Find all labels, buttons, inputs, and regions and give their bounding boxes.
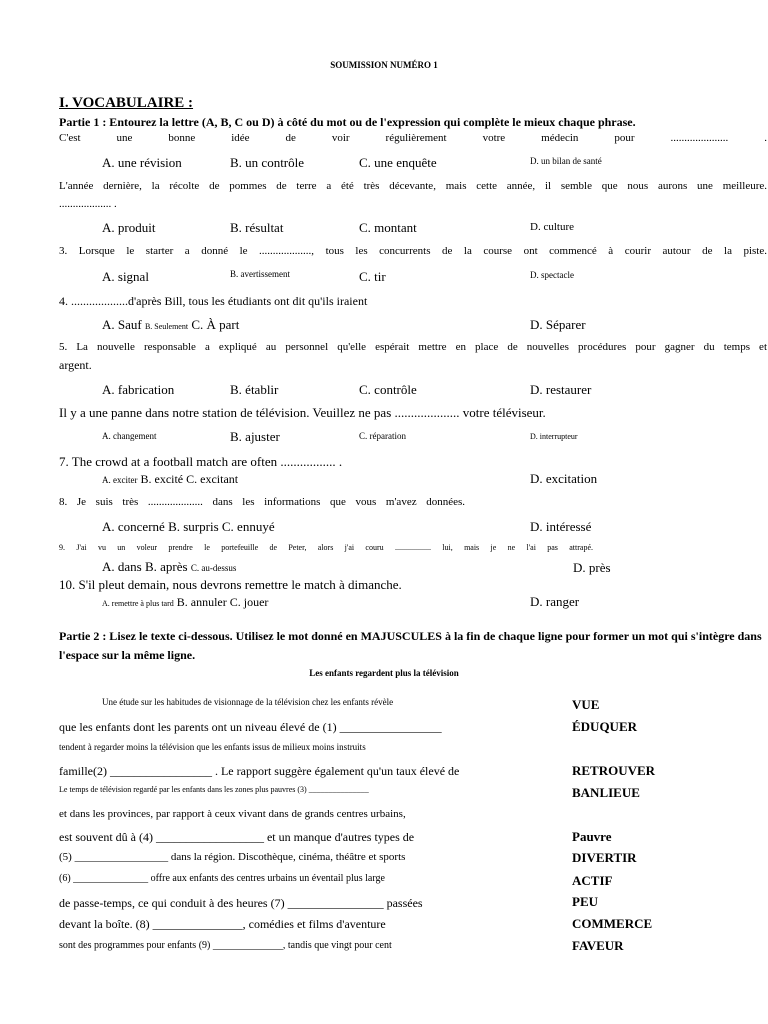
question-text: 10. S'il pleut demain, nous devrons remettre le match à dimanche. (59, 577, 402, 592)
question-text: 5. La nouvelle responsable a expliqué au personnel qu'elle espérait mettre en place de nouvelles procédures pour gagner du temps et (59, 341, 767, 353)
option-d: D. restaurer (530, 382, 592, 397)
option-a: A. produit (102, 220, 156, 235)
option-b: B. annuler (176, 595, 227, 609)
option-a: A. concerné (102, 519, 165, 534)
option-d: D. près (573, 560, 611, 575)
text-line: de passe-temps, ce qui conduit à des heures (7) ________________ passées (59, 896, 423, 910)
question-text-continued: ................... . (59, 198, 117, 210)
option-d: D. spectacle (530, 270, 574, 280)
document-title: SOUMISSION NUMÉRO 1 (330, 60, 438, 70)
option-c: C. contrôle (359, 382, 417, 397)
option-c: C. montant (359, 220, 417, 235)
option-c: C. ennuyé (221, 519, 275, 534)
option-d: D. un bilan de santé (530, 156, 602, 166)
text-line: sont des programmes pour enfants (9) ______________, tandis que vingt pour cent (59, 940, 392, 951)
option-d: D. interrupteur (530, 432, 578, 441)
keyword: VUE (572, 697, 600, 712)
option-row (102, 317, 239, 333)
option-a: A. remettre à plus tard (102, 599, 174, 608)
text-line: (6) _______________ offre aux enfants des centres urbains un éventail plus large (59, 873, 385, 884)
keyword: DIVERTIR (572, 850, 637, 865)
question-text: 3. Lorsque le starter a donné le ..................., tous les concurrents de la course ont commencé à courir autour de la piste. (59, 245, 767, 257)
option-b: B. un contrôle (230, 155, 305, 170)
question-text: 8. Je suis très .................... dans les informations que vous m'avez données. (59, 496, 465, 508)
option-b: B. ajuster (230, 429, 280, 444)
text-line: Une étude sur les habitudes de visionnage de la télévision chez les enfants révèle (102, 697, 394, 707)
text-line: Le temps de télévision regardé par les enfants dans les zones plus pauvres (3) _______________ (59, 785, 369, 794)
option-d: D. Séparer (530, 317, 586, 332)
option-row (102, 595, 268, 610)
question-text-continued: argent. (59, 358, 92, 372)
question-text: L'année dernière, la récolte de pommes de terre a été très décevante, mais cette année, il semble que nous aurons une meilleure. (59, 180, 767, 192)
option-c: C. au-dessus (190, 563, 237, 573)
keyword: ACTIF (572, 873, 613, 888)
option-row (102, 519, 275, 535)
option-a: A. signal (102, 269, 149, 284)
keyword: Pauvre (572, 829, 612, 844)
option-d: D. culture (530, 221, 574, 233)
option-a: A. une révision (102, 155, 182, 170)
option-d: D. ranger (530, 594, 580, 609)
option-c: C. À part (191, 317, 240, 332)
text-line: devant la boîte. (8) _______________, comédies et films d'aventure (59, 917, 386, 931)
option-b: B. avertissement (230, 269, 290, 279)
option-b: B. résultat (230, 220, 284, 235)
question-text: 7. The crowd at a football match are often ................. . (59, 454, 343, 469)
option-c: C. réparation (359, 431, 406, 441)
question-text: C'est une bonne idée de voir régulièrement votre médecin pour ..................... . (59, 132, 767, 144)
option-d: D. excitation (530, 471, 598, 486)
option-d: D. intéressé (530, 519, 592, 534)
option-b: B. après (144, 559, 188, 574)
keyword: COMMERCE (572, 916, 653, 931)
part2-instruction: Partie 2 : Lisez le texte ci-dessous. Utilisez le mot donné en MAJUSCULES à la fin de chaque ligne pour former un mot qui s'intègre dans l'espace sur la même ligne. (59, 629, 762, 662)
option-row (102, 472, 238, 487)
option-b: B. établir (230, 382, 279, 397)
keyword: BANLIEUE (572, 785, 640, 800)
option-c: C. une enquête (359, 155, 437, 170)
option-c: C. tir (359, 269, 386, 284)
text-line: et dans les provinces, par rapport à ceux vivant dans de grands centres urbains, (59, 808, 406, 820)
text-title: Les enfants regardent plus la télévision (309, 668, 459, 678)
text-line: que les enfants dont les parents ont un niveau élevé de (1) _________________ (59, 720, 442, 734)
text-line: (5) _________________ dans la région. Discothèque, cinéma, théâtre et sports (59, 851, 406, 863)
option-row (102, 559, 236, 575)
keyword: FAVEUR (572, 938, 624, 953)
part1-instruction: Partie 1 : Entourez la lettre (A, B, C ou D) à côté du mot ou de l'expression qui complète le mieux chaque phrase. (59, 115, 636, 129)
question-text: 9. J'ai vu un voleur prendre le portefeuille de Peter, alors j'ai couru .................. lui, mais je ne l'ai pas attrapé. (59, 543, 593, 552)
option-a: A. changement (102, 431, 157, 441)
option-b: B. excité (140, 472, 184, 486)
text-line: tendent à regarder moins la télévision que les enfants issus de milieux moins instruits (59, 742, 366, 752)
option-c: C. jouer (229, 595, 269, 609)
keyword: PEU (572, 894, 598, 909)
question-text: 4. ...................d'après Bill, tous les étudiants ont dit qu'ils iraient (59, 294, 368, 308)
keyword: ÉDUQUER (572, 719, 638, 734)
option-b: B. Seulement (144, 322, 189, 331)
question-text: Il y a une panne dans notre station de télévision. Veuillez ne pas .................... votre téléviseur. (59, 405, 546, 420)
keyword: RETROUVER (572, 763, 656, 778)
option-a: A. dans (102, 559, 142, 574)
option-c: C. excitant (186, 472, 239, 486)
text-line: famille(2) _________________ . Le rapport suggère également qu'un taux élevé de (59, 764, 460, 778)
text-line: est souvent dû à (4) __________________ et un manque d'autres types de (59, 830, 415, 844)
option-a: A. Sauf (102, 317, 142, 332)
section-heading-vocabulaire: I. VOCABULAIRE : (59, 95, 194, 111)
option-a: A. exciter (102, 475, 138, 485)
option-a: A. fabrication (102, 382, 175, 397)
option-b: B. surpris (168, 519, 219, 534)
